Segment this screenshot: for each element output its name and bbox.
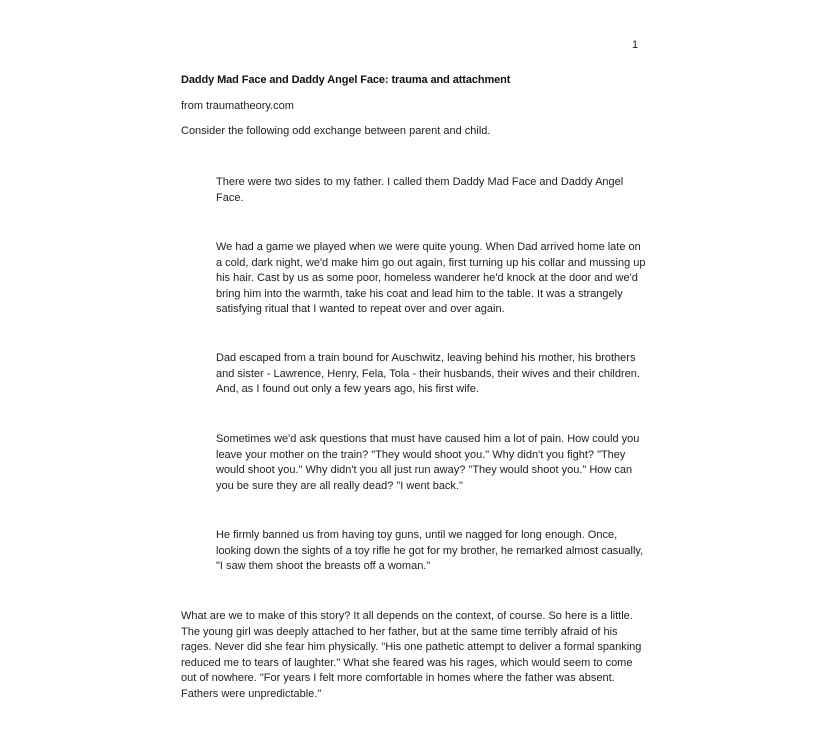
quote-paragraph-4: Sometimes we'd ask questions that must have caused him a lot of pain. How could you leave your mother on the train? "They would shoot you." Why didn't you fight? "They would shoot you." Why didn't you all just run away? "They would shoot you." How can you be sure they are all really dead? "I went back." xyxy=(216,433,640,492)
quote-paragraph-2: We had a game we played when we were quite young. When Dad arrived home late on a cold, dark night, we'd make him go out again, first turning up his collar and mussing up his hair. Cast by us as some poor, homeless wanderer he'd knock at the door and we'd bring him into the warmth, take his coat and lead him to the table. It was a strangely satisfying ritual that I wanted to repeat over and over again. xyxy=(216,241,646,316)
quote-paragraph-3: Dad escaped from a train bound for Auschwitz, leaving behind his mother, his brothers and sister - Lawrence, Henry, Fela, Tola - their husbands, their wives and their children. And, as I found out only a few years ago, his first wife. xyxy=(216,352,640,396)
page-number: 1 xyxy=(632,39,639,51)
quote-paragraph-5: He firmly banned us from having toy guns, until we nagged for long enough. Once, looking down the sights of a toy rifle he got for my brother, he remarked almost casually, "I saw them shoot the breasts off a woman." xyxy=(216,529,644,573)
quote-paragraph-1: There were two sides to my father. I called them Daddy Mad Face and Daddy Angel Face. xyxy=(216,176,624,204)
closing-paragraph: What are we to make of this story? It all depends on the context, of course. So here is a little. The young girl was deeply attached to her father, but at the same time terribly afraid of his rages. Never did she fear him physically. "His one pathetic attempt to deliver a formal spanking reduced me to tears of laughter." What she feared was his rages, which would seem to come out of nowhere. "For years I felt more comfortable in homes where the father was absent. Fathers were unpredictable." xyxy=(181,610,642,700)
intro-paragraph: Consider the following odd exchange between parent and child. xyxy=(181,125,491,137)
source-line: from traumatheory.com xyxy=(181,100,294,112)
document-title: Daddy Mad Face and Daddy Angel Face: trauma and attachment xyxy=(181,74,511,86)
